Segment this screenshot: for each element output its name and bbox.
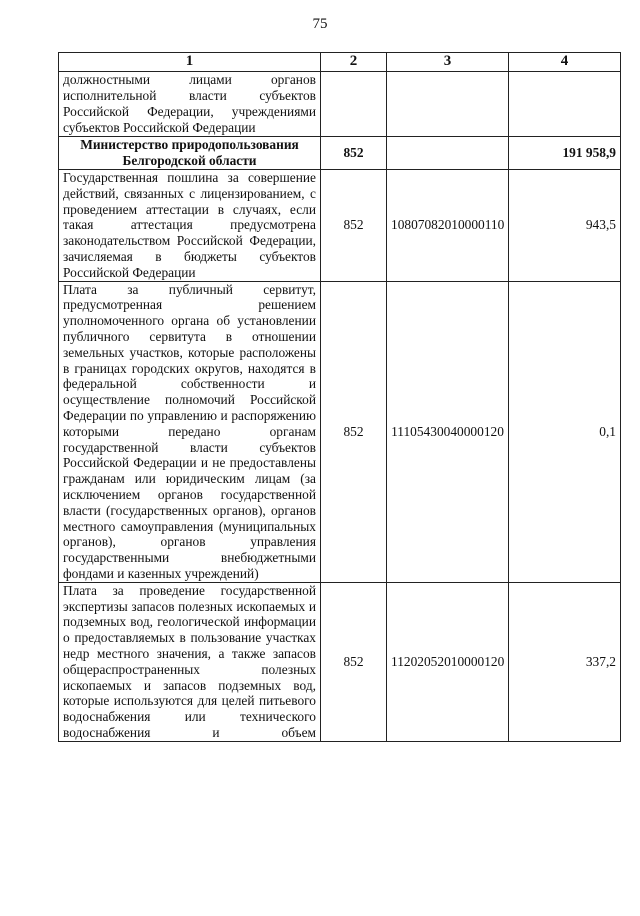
column-header: 1 <box>59 53 321 72</box>
admin-code-cell: 852 <box>321 137 387 170</box>
amount-cell: 0,1 <box>509 281 621 582</box>
amount-cell: 943,5 <box>509 170 621 282</box>
table-row <box>59 281 621 582</box>
table-row <box>59 137 621 170</box>
table-row <box>59 582 621 741</box>
amount-cell: 191 958,9 <box>509 137 621 170</box>
ministry-name-cell: Министерство природопользования Белгородской области <box>59 137 321 170</box>
column-header: 4 <box>509 53 621 72</box>
table-header-row <box>59 53 621 72</box>
revenue-name-cell: Плата за проведение государственной экспертизы запасов полезных ископаемых и подземных вод, геологической информации о предоставляемых в пользование участках недр местного значения, а также запасов общераспространенных полезных ископаемых и запасов подземных вод, которые используются для целей питьевого водоснабжения или технического водоснабжения и объем <box>59 582 321 741</box>
amount-cell: 337,2 <box>509 582 621 741</box>
admin-code-cell: 852 <box>321 281 387 582</box>
page-number: 75 <box>312 16 328 32</box>
admin-code-cell: 852 <box>321 582 387 741</box>
budget-code-cell: 11202052010000120 <box>387 582 509 741</box>
revenue-table <box>58 52 621 742</box>
column-header: 2 <box>321 53 387 72</box>
budget-code-cell: 10807082010000110 <box>387 170 509 282</box>
admin-code-cell <box>321 72 387 137</box>
revenue-name-cell: Плата за публичный сервитут, предусмотренная решением уполномоченного органа об установлении публичного сервитута в отношении земельных участков, которые расположены в границах городских округов, находятся в федеральной собственности и осуществление полномочий Российской Федерации по управлению и распоряжению которыми передано органам государственной власти субъектов Российской Федерации и не предоставлены гражданам или юридическим лицам (за исключением органов государственной власти (государственных органов), органов местного самоуправления (муниципальных органов), органов управления государственными внебюджетными фондами и казенных учреждений) <box>59 281 321 582</box>
budget-code-cell <box>387 72 509 137</box>
table-row <box>59 72 621 137</box>
amount-cell <box>509 72 621 137</box>
budget-code-cell <box>387 137 509 170</box>
table-row <box>59 170 621 282</box>
admin-code-cell: 852 <box>321 170 387 282</box>
column-header: 3 <box>387 53 509 72</box>
budget-code-cell: 11105430040000120 <box>387 281 509 582</box>
revenue-name-cell: должностными лицами органов исполнительной власти субъектов Российской Федерации, учреждениями субъектов Российской Федерации <box>59 72 321 137</box>
revenue-name-cell: Государственная пошлина за совершение действий, связанных с лицензированием, с проведением аттестации в случаях, если такая аттестация предусмотрена законодательством Российской Федерации, зачисляемая в бюджеты субъектов Российской Федерации <box>59 170 321 282</box>
